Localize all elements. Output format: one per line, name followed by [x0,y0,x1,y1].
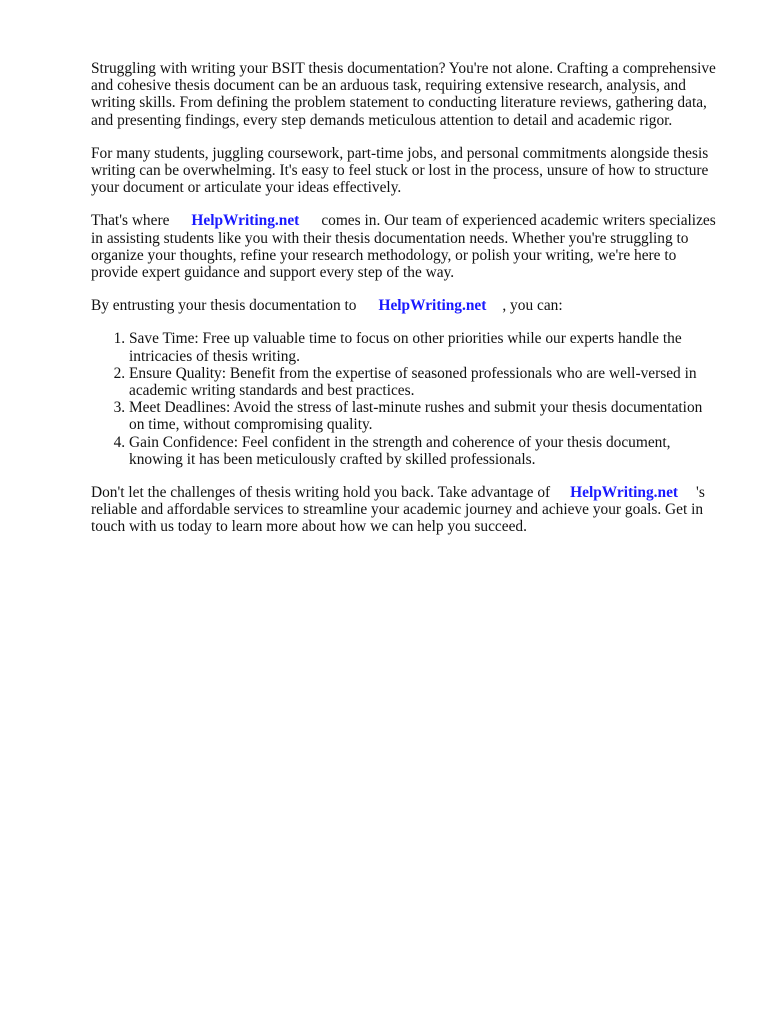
closing-text-before: Don't let the challenges of thesis writing hold you back. Take advantage of [91,484,551,502]
helpwriting-link[interactable]: HelpWriting.net [378,297,487,315]
service-paragraph [91,212,721,281]
intro-paragraph: Struggling with writing your BSIT thesis documentation? You're not alone. Crafting a comprehensive and cohesive thesis document can be an arduous task, requiring extensive research, analysis, and writing skills. From defining the problem statement to conducting literature reviews, gathering data, and presenting findings, every step demands meticulous attention to detail and academic rigor. [91,60,716,129]
service-text-after: comes in. Our team of experienced academic writers specializes in assisting students like you with their thesis documentation needs. Whether you're struggling to organize your thoughts, refine your research methodology, or polish your writing, we're here to provide expert guidance and support every step of the way. [91,212,716,282]
list-item: 1. Save Time: Free up valuable time to focus on other priorities while our experts handle the intricacies of thesis writing. [129,330,721,364]
closing-paragraph [91,484,721,536]
service-text-before: That's where [91,212,170,230]
helpwriting-link[interactable]: HelpWriting.net [191,212,300,230]
struggle-paragraph: For many students, juggling coursework, part-time jobs, and personal commitments alongside thesis writing can be overwhelming. It's easy to feel stuck or lost in the process, unsure of how to structure your document or articulate your ideas effectively. [91,144,709,197]
closing-text-after: 's reliable and affordable services to streamline your academic journey and achieve your goals. Get in touch with us today to learn more about how we can help you succeed. [91,484,705,536]
document-page [91,60,721,552]
list-item: 2. Ensure Quality: Benefit from the expertise of seasoned professionals who are well-versed in academic writing standards and best practices. [129,365,721,399]
entrust-text-after: , you can: [502,297,563,315]
benefits-list [91,330,721,468]
entrust-paragraph [91,297,721,314]
entrust-text-before: By entrusting your thesis documentation to [91,297,357,315]
helpwriting-link[interactable]: HelpWriting.net [570,484,679,502]
list-item: 3. Meet Deadlines: Avoid the stress of last-minute rushes and submit your thesis documentation on time, without compromising quality. [129,399,721,433]
list-item: 4. Gain Confidence: Feel confident in the strength and coherence of your thesis document, knowing it has been meticulously crafted by skilled professionals. [129,434,721,468]
